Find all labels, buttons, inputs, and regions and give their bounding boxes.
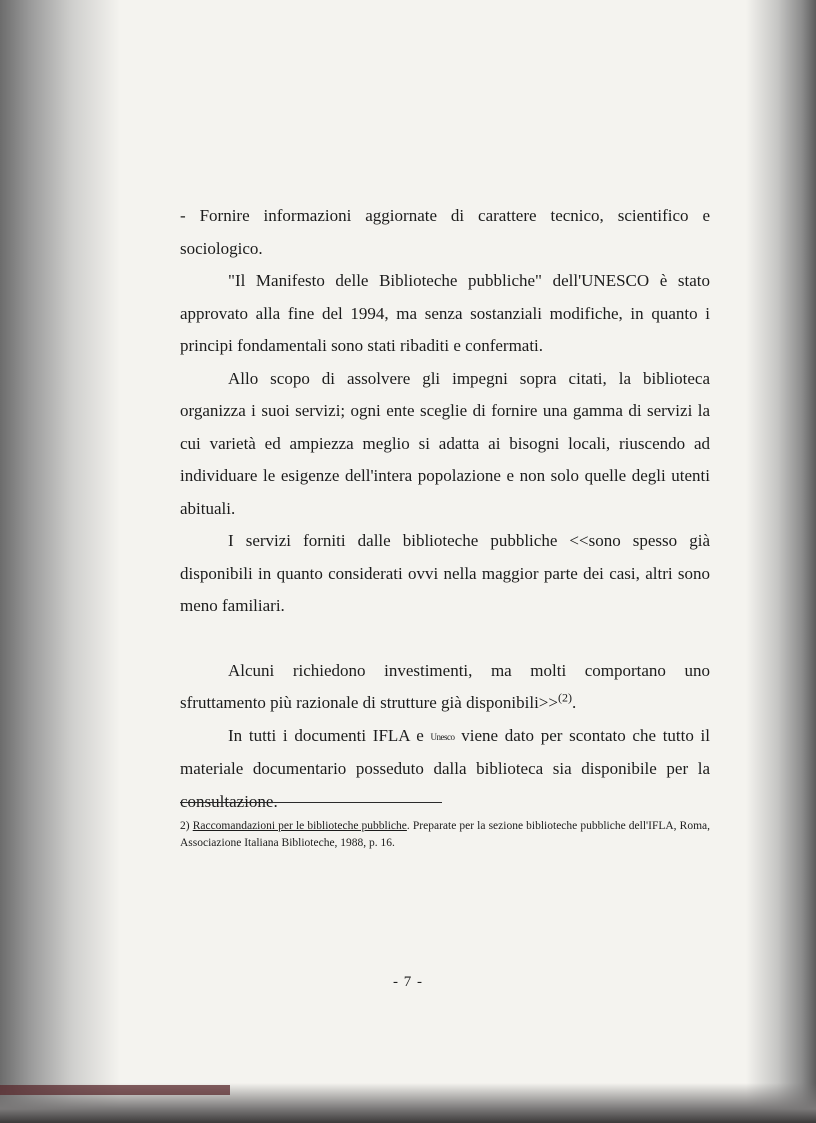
book-binding-strip bbox=[0, 1085, 230, 1095]
paragraph-1: - Fornire informazioni aggiornate di carattere tecnico, scientifico e sociologico. bbox=[180, 206, 710, 258]
paragraph-5-end: . bbox=[571, 693, 577, 712]
paragraph-6 bbox=[180, 720, 710, 819]
footnote bbox=[180, 818, 710, 852]
paragraph-6-end: viene dato per scontato che tutto il materiale documentario posseduto dalla biblioteca sia disponibile per la consultazione. bbox=[180, 725, 710, 811]
page-number: - 7 - bbox=[393, 974, 423, 990]
paragraph-5-text: Alcuni richiedono investimenti, ma molti comportano uno sfruttamento più razionale di strutture già disponibili>> bbox=[180, 660, 710, 712]
footnote-number: 2) bbox=[180, 820, 193, 832]
scan-shadow-left bbox=[0, 0, 120, 1123]
paragraph-3: Allo scopo di assolvere gli impegni sopra citati, la biblioteca organizza i suoi servizi; ogni ente sceglie di fornire una gamma di servizi la cui varietà ed ampiezza meglio si adatta ai bisogni locali, riuscendo ad individuare le esigenze dell'intera popolazione e non solo quelle degli utenti abituali. bbox=[180, 368, 710, 518]
footnote-divider bbox=[180, 802, 442, 803]
footnote-details: . Preparate per la sezione biblioteche pubbliche dell'IFLA, Roma, Associazione Italiana Biblioteche, 1988, p. 16. bbox=[180, 820, 710, 849]
scan-shadow-right bbox=[746, 0, 816, 1123]
body-text bbox=[180, 200, 710, 818]
paragraph-4: I servizi forniti dalle biblioteche pubbliche <<sono spesso già disponibili in quanto considerati ovvi nella maggior parte dei casi, altri sono meno familiari. bbox=[180, 531, 710, 615]
footnote-title: Raccomandazioni per le biblioteche pubbliche bbox=[192, 820, 407, 832]
handwritten-insertion: Unesco bbox=[430, 731, 455, 742]
paragraph-2: "Il Manifesto delle Biblioteche pubbliche" dell'UNESCO è stato approvato alla fine del 1994, ma senza sostanziali modifiche, in quanto i principi fondamentali sono stati ribaditi e confermati. bbox=[180, 271, 710, 355]
paragraph-5 bbox=[180, 655, 710, 720]
footnote-reference: (2) bbox=[557, 690, 572, 705]
paragraph-6-start: In tutti i documenti IFLA e bbox=[228, 725, 431, 745]
